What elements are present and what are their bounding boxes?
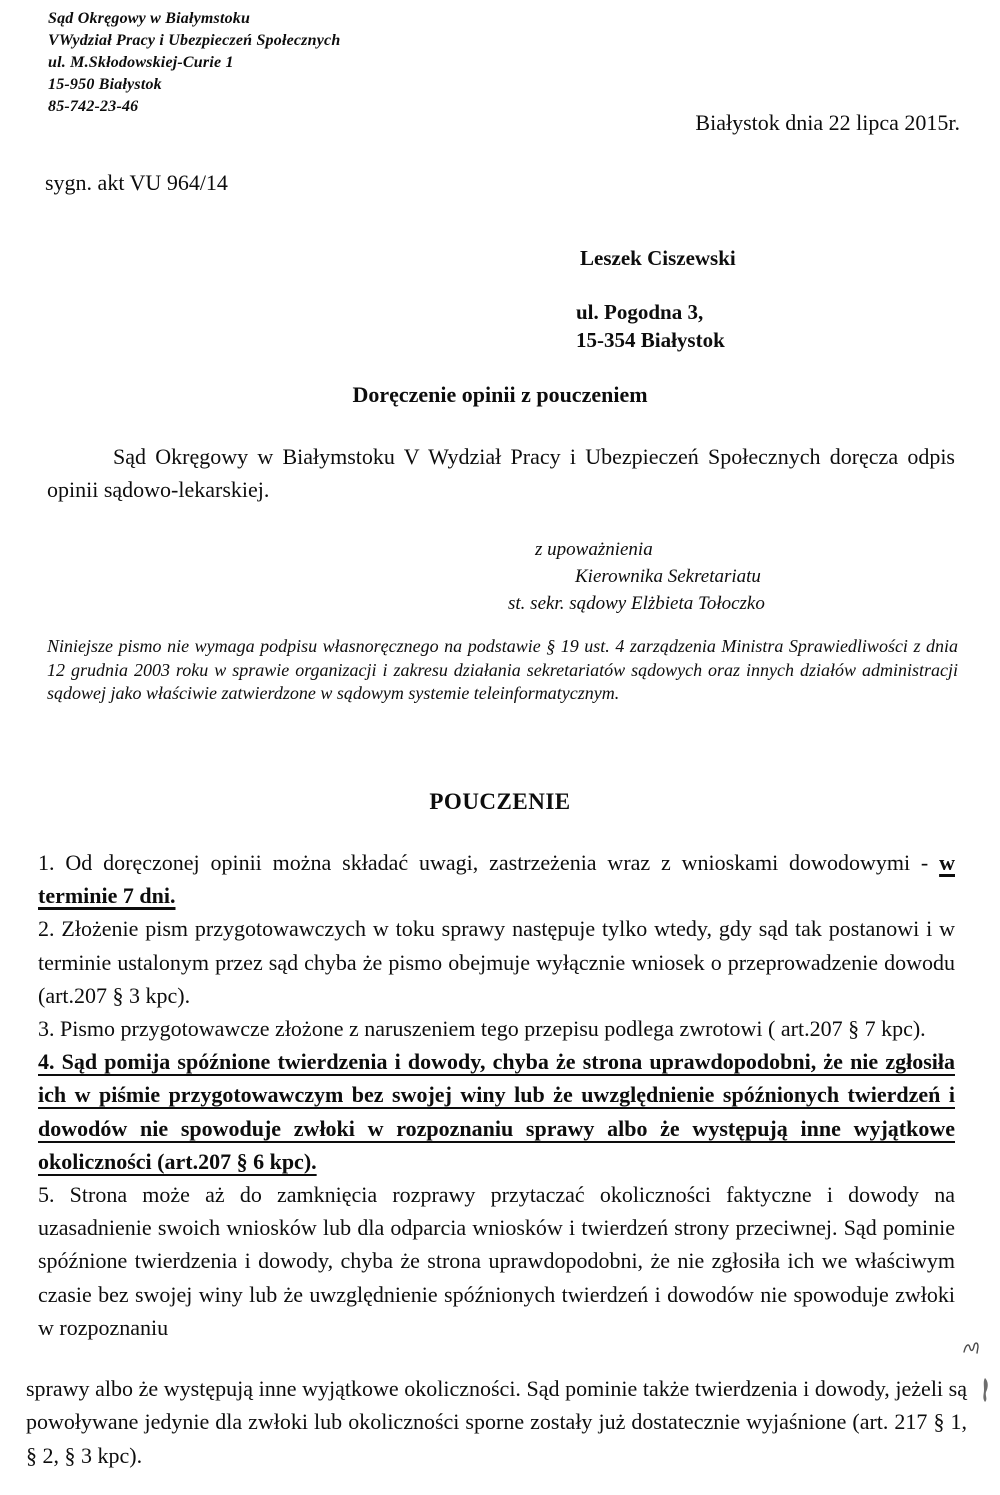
instruction-point-4: 4. Sąd pomija spóźnione twierdzenia i dowody, chyba że strona uprawdopodobni, że nie zgłosiła ich w piśmie przygotowawczym bez swojej winy lub że uwzględnienie spóźnionych twierdzeń i dowodów nie spowoduje zwłoki w rozpoznaniu sprawy albo że występują inne wyjątkowe okoliczności (art.207 § 6 kpc). — [38, 1049, 955, 1174]
signature-name: st. sekr. sądowy Elżbieta Tołoczko — [508, 593, 765, 614]
instruction-heading: POUCZENIE — [429, 789, 571, 814]
instruction-points — [38, 846, 955, 1344]
case-number: sygn. akt VU 964/14 — [45, 170, 228, 195]
recipient-name: Leszek Ciszewski — [580, 246, 736, 270]
signature-block — [0, 536, 1000, 617]
body-paragraph: Sąd Okręgowy w Białymstoku V Wydział Pracy i Ubezpieczeń Społecznych doręcza odpis opinii sądowo-lekarskiej. — [47, 444, 955, 502]
ink-smudge-artifact-icon — [980, 1376, 994, 1409]
closing-paragraph: sprawy albo że występują inne wyjątkowe okoliczności. Sąd pominie także twierdzenia i dowody, jeżeli są powoływane jedynie dla zwłoki lub okoliczności sporne zostały już dostatecznie wyjaśnione (art. 217 § 1, § 2, § 3 kpc). — [26, 1376, 967, 1468]
sender-court-name: Sąd Okręgowy w Białymstoku — [48, 10, 251, 27]
sender-postal-city: 15-950 Białystok — [48, 76, 162, 93]
document-title: Doręczenie opinii z pouczeniem — [352, 382, 648, 407]
signature-role: Kierownika Sekretariatu — [575, 566, 761, 587]
ink-squiggle-artifact-icon — [960, 1338, 986, 1363]
instruction-point-5: 5. Strona może aż do zamknięcia rozprawy przytaczać okoliczności faktyczne i dowody na uzasadnienie swoich wniosków lub dla odparcia wniosków i twierdzeń strony przeciwnej. Sąd pominie spóźnione twierdzenia i dowody, chyba że strona uprawdopodobni, że nie zgłosiła ich we właściwym czasie bez swojej winy lub że uwzględnienie spóźnionych twierdzeń i dowodów nie spowoduje zwłoki w rozpoznaniu — [38, 1182, 955, 1340]
instruction-point-2: 2. Złożenie pism przygotowawczych w toku sprawy następuje tylko wtedy, gdy sąd tak postanowi i w terminie ustalonym przez sąd chyba że pismo obejmuje wyłącznie wniosek o przeprowadzenie dowodu (art.207 § 3 kpc). — [38, 916, 955, 1008]
sender-street: ul. M.Skłodowskiej-Curie 1 — [48, 54, 234, 71]
instruction-point-1 — [38, 846, 955, 912]
sender-block — [48, 8, 340, 118]
recipient-street: ul. Pogodna 3, — [576, 300, 704, 324]
sender-division: VWydział Pracy i Ubezpieczeń Społecznych — [48, 32, 341, 49]
point-1-text: 1. Od doręczonej opinii można składać uwagi, zastrzeżenia wraz z wnioskami dowodowymi - — [38, 850, 940, 875]
point-1-emphasis: w terminie 7 dni. — [38, 850, 955, 909]
instruction-point-3: 3. Pismo przygotowawcze złożone z naruszeniem tego przepisu podlega zwrotowi ( art.207 § 7 kpc). — [38, 1016, 926, 1042]
no-signature-note: Niniejsze pismo nie wymaga podpisu własnoręcznego na podstawie § 19 ust. 4 zarządzenia Ministra Sprawiedliwości z dnia 12 grudnia 2003 roku w sprawie organizacji i zakresu działania sekretariatów sądowych oraz innych działów administracji sądowej jako właściwie zatwierdzone w sądowym systemie teleinformatycznym. — [47, 636, 958, 704]
signature-authorization: z upoważnienia — [535, 539, 653, 560]
recipient-address — [576, 298, 725, 354]
sender-phone: 85-742-23-46 — [48, 98, 139, 115]
date-line: Białystok dnia 22 lipca 2015r. — [695, 110, 960, 135]
recipient-postal-city: 15-354 Białystok — [576, 328, 725, 352]
